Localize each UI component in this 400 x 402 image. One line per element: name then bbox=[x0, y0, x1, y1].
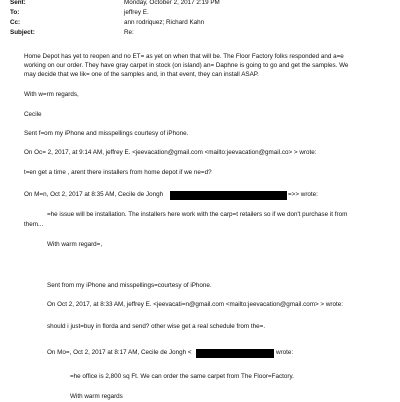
body-line: Home Depot has yet to reopen and no ET= as yet on when that will be. The Floor Factory folks responded and a=e bbox=[24, 53, 344, 60]
to-label: To: bbox=[10, 9, 20, 16]
sent-label: Sent: bbox=[10, 0, 26, 6]
redaction-bar bbox=[196, 349, 274, 358]
cc-label: Cc: bbox=[10, 19, 21, 26]
message-line: =he issue will be installation. The installers here work with the carp=t retailers so if we don't purchase it from bbox=[47, 211, 348, 218]
sent-from-line: Sent from my iPhone and misspellings=courtesy of iPhone. bbox=[47, 282, 212, 289]
quote-header: On Oct 2, 2017, at 8:33 AM, jeffrey E. <jeevacati=n@gmail.com <mailto:jeevacation@gmail.com> > wrote: bbox=[47, 301, 343, 308]
sent-value: Monday, October 2, 2017 2:19 PM bbox=[124, 0, 220, 6]
quote-header-start: On Mo=, Oct 2, 2017 at 8:17 AM, Cecile de Jongh < bbox=[47, 349, 192, 356]
sent-from-line: Sent f=om my iPhone and misspellings courtesy of iPhone. bbox=[24, 130, 189, 137]
body-line: working on our order. They have gray carpet in stock (on island) an= Daphne is going to go and get the samples. We bbox=[24, 62, 349, 69]
subject-value: Re: bbox=[124, 29, 134, 36]
regards-line: With w=rm regards, bbox=[24, 91, 79, 98]
redaction-bar bbox=[170, 191, 287, 200]
signature-name: Cecile bbox=[24, 111, 42, 118]
quote-header: On Oc= 2, 2017, at 9:14 AM, jeffrey E. <jeevacation@gmail.com <mailto:jeevacation@gmail.co> > wrote: bbox=[24, 149, 317, 156]
quote-header-end: wrote: bbox=[276, 349, 294, 356]
body-line: may decide that we lik= one of the samples and, in that event, they can install ASAP. bbox=[24, 71, 259, 78]
message-line: =he office is 2,800 sq Ft. We can order the same carpet from The Floor=Factory. bbox=[70, 373, 294, 380]
message-line: should i just=buy in florda and send? other wise get a real schedule from the=. bbox=[47, 323, 266, 330]
quote-header-end: =>> wrote: bbox=[288, 191, 318, 198]
subject-label: Subject: bbox=[10, 29, 35, 36]
cc-value: ann rodriquez; Richard Kahn bbox=[124, 19, 205, 26]
message-line: them... bbox=[24, 221, 44, 228]
quote-header-start: On M=n, Oct 2, 2017 at 8:35 AM, Cecile de Jongh bbox=[24, 191, 164, 198]
message-line: t=en get a time , arent there installers from home depot if we ne=d? bbox=[24, 169, 212, 176]
regards-line: With warm regards bbox=[70, 393, 123, 400]
regards-line: With warm regard=, bbox=[47, 241, 103, 248]
to-value: jeffrey E. bbox=[124, 9, 149, 16]
